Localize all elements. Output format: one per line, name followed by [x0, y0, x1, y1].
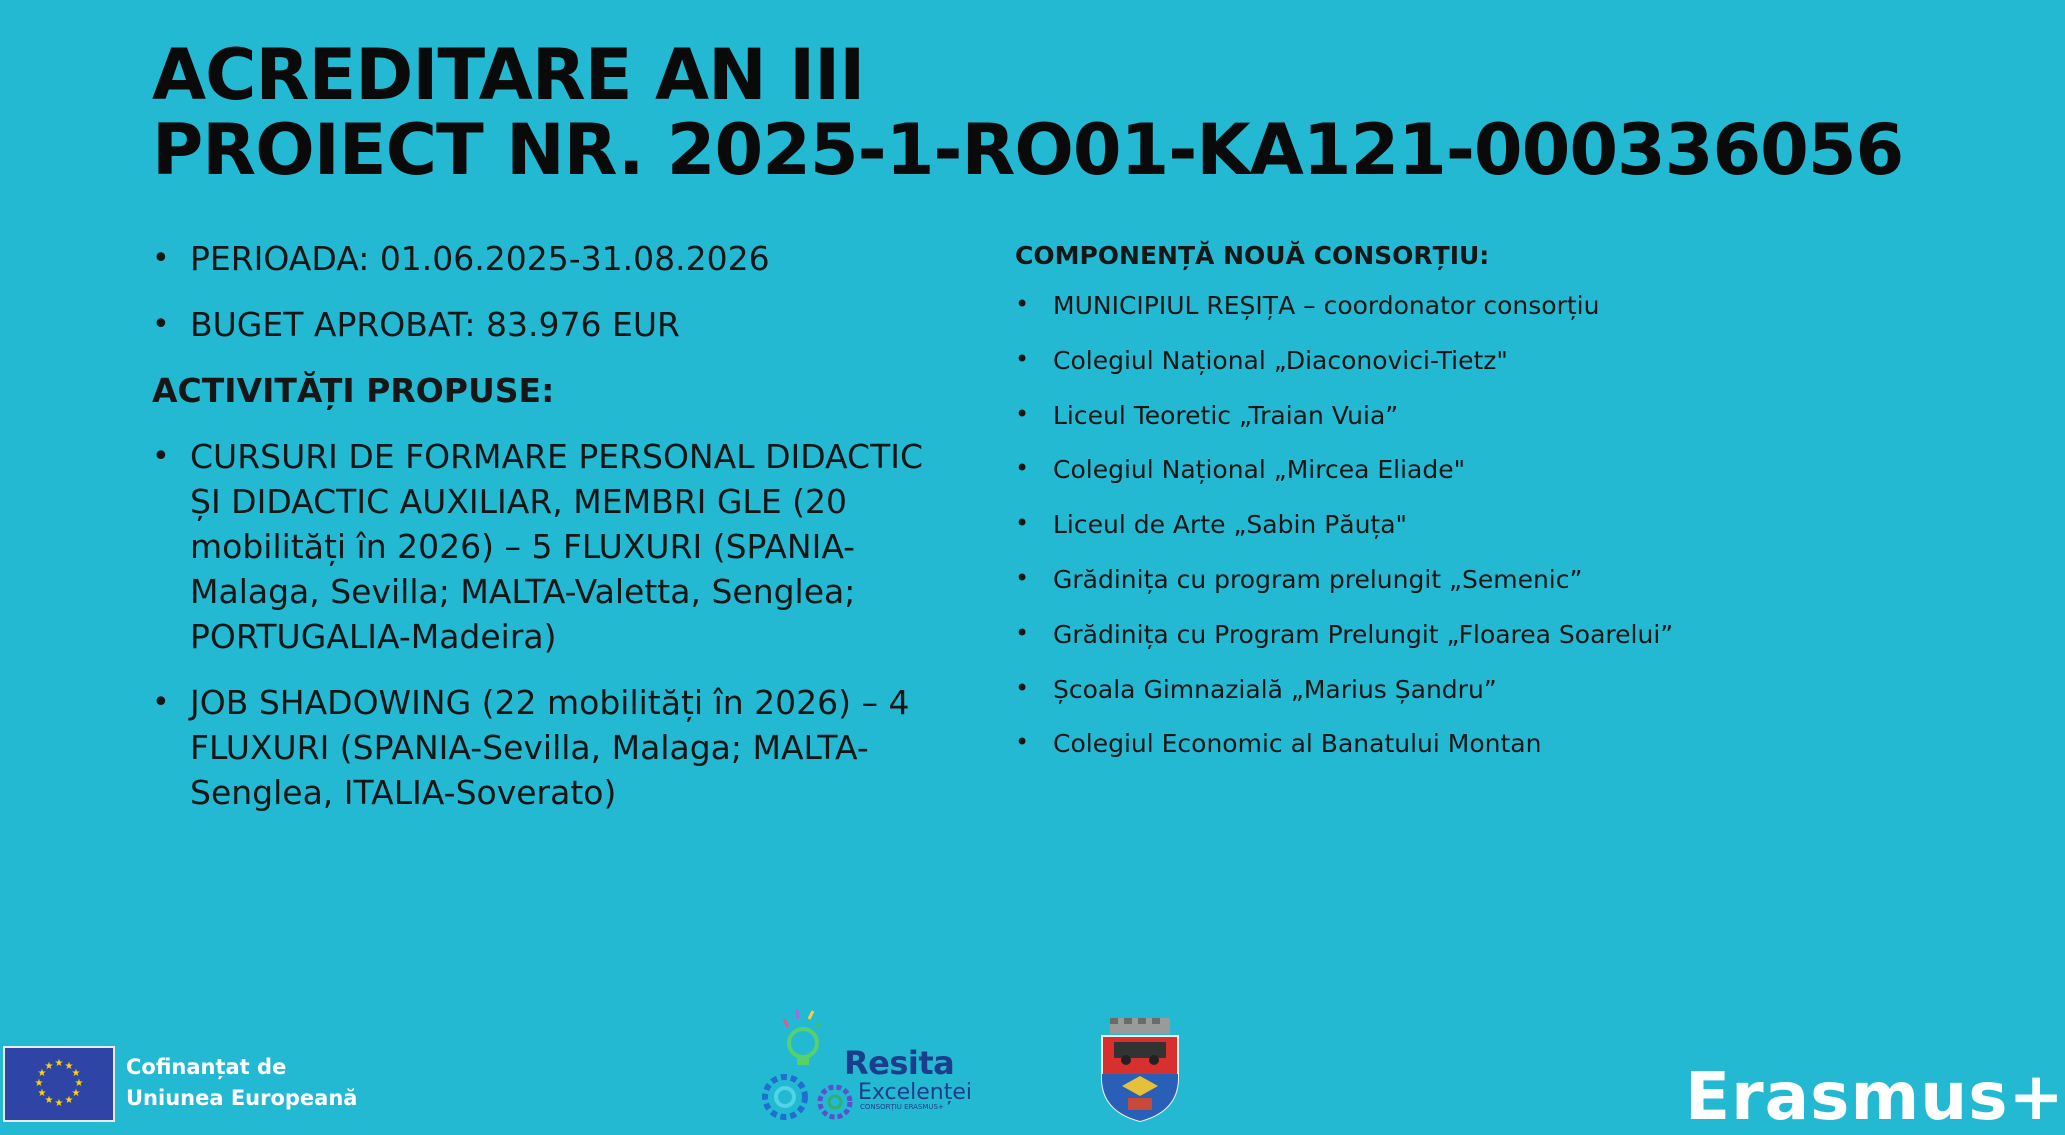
activity-training: • CURSURI DE FORMARE PERSONAL DIDACTIC ȘI DIDACTIC AUXILIAR, MEMBRI GLE (20 mobilități în 2026) – 5 FLUXURI (SPANIA-Malaga, Sevilla; MALTA-Valetta, Senglea; PORTUGALIA-Madeira) [152, 434, 952, 659]
consortium-member: • MUNICIPIUL REȘIȚA – coordonator consorțiu [1015, 288, 1975, 324]
svg-text:★: ★ [37, 1068, 47, 1079]
resita-crest-icon [1098, 1016, 1182, 1123]
consortium-member: • Liceul de Arte „Sabin Păuța" [1015, 507, 1975, 543]
consortium-member: • Colegiul Național „Diaconovici-Tietz" [1015, 343, 1975, 379]
svg-text:★: ★ [64, 1095, 74, 1106]
consortium-member: • Liceul Teoretic „Traian Vuia” [1015, 398, 1975, 434]
activity-job-shadowing: • JOB SHADOWING (22 mobilități în 2026) – 4 FLUXURI (SPANIA-Sevilla, Malaga; MALTA-Senglea, ITALIA-Soverato) [152, 680, 952, 815]
svg-text:★: ★ [34, 1078, 44, 1089]
consortium-member: • Colegiul Național „Mircea Eliade" [1015, 452, 1975, 488]
slide-title [152, 34, 1904, 191]
budget-bullet: • BUGET APROBAT: 83.976 EUR [152, 302, 952, 347]
consortium-member: • Grădinița cu Program Prelungit „Floarea Soarelui” [1015, 617, 1975, 653]
logo-tagline: CONSORȚIU ERASMUS+ [860, 1103, 944, 1111]
eu-flag-icon [3, 1046, 115, 1122]
svg-text:★: ★ [71, 1088, 81, 1099]
title-line-1: ACREDITARE AN III [152, 34, 865, 116]
svg-text:★: ★ [74, 1078, 84, 1089]
svg-text:★: ★ [54, 1098, 64, 1109]
logo-name: Resita [844, 1044, 955, 1082]
consortium-heading: COMPONENȚĂ NOUĂ CONSORȚIU: [1015, 241, 1490, 270]
consortium-member: • Colegiul Economic al Banatului Montan [1015, 726, 1975, 762]
consortium-member: • Școala Gimnazială „Marius Șandru” [1015, 672, 1975, 708]
activities-heading: ACTIVITĂȚI PROPUSE: [152, 371, 555, 410]
right-column [1015, 238, 1975, 781]
consortium-member: • Grădinița cu program prelungit „Semenic” [1015, 562, 1975, 598]
svg-text:★: ★ [64, 1061, 74, 1072]
period-bullet: • PERIOADA: 01.06.2025-31.08.2026 [152, 236, 952, 281]
eu-cofinanced-text [126, 1052, 357, 1114]
svg-text:★: ★ [44, 1095, 54, 1106]
svg-text:★: ★ [44, 1061, 54, 1072]
title-line-2: PROIECT NR. 2025-1-RO01-KA121-000336056 [152, 109, 1904, 191]
eu-text-line-1: Cofinanțat de [126, 1055, 287, 1079]
svg-text:★: ★ [54, 1058, 64, 1069]
svg-text:★: ★ [71, 1068, 81, 1079]
svg-text:★: ★ [37, 1088, 47, 1099]
left-column [152, 236, 952, 836]
logo-subtitle: Excelenței [858, 1080, 973, 1105]
eu-text-line-2: Uniunea Europeană [126, 1086, 358, 1110]
erasmus-plus-logo: Erasmus+ [1685, 1058, 2065, 1135]
